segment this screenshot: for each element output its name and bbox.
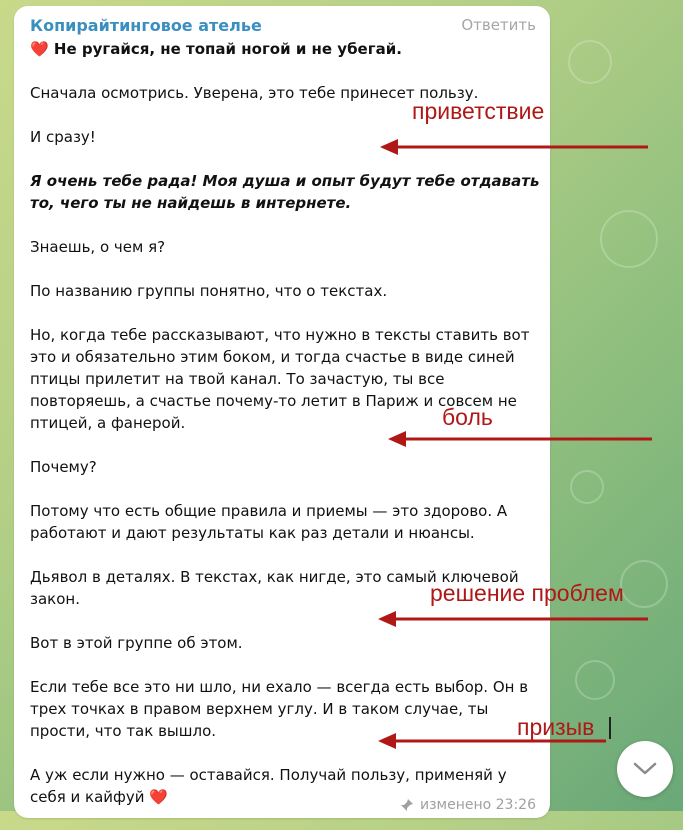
paragraph: Потому что есть общие правила и приемы — это здорово. А работают и дают результаты как раз детали и нюансы. <box>30 502 508 542</box>
paragraph: Знаешь, о чем я? <box>30 238 166 256</box>
annotation-greeting: приветствие <box>412 98 545 124</box>
first-line-text: Не ругайся, не топай ногой и не убегай. <box>53 40 402 58</box>
chevron-down-icon <box>632 761 658 777</box>
edited-timestamp: изменено 23:26 <box>420 797 536 813</box>
annotation-pain: боль <box>442 404 493 430</box>
arrow-pain <box>388 428 654 450</box>
message-first-line <box>30 38 540 60</box>
background-doodle <box>568 40 612 84</box>
paragraph: Сначала осмотрись. Уверена, это тебе принесет пользу. <box>30 84 479 102</box>
paragraph: Дьявол в деталях. В текстах, как нигде, это самый ключевой закон. <box>30 568 519 608</box>
arrow-greeting <box>380 136 650 158</box>
paragraph: Вот в этой группе об этом. <box>30 634 243 652</box>
annotation-call: призыв <box>517 714 595 740</box>
text-cursor <box>609 717 611 739</box>
paragraph: Но, когда тебе рассказывают, что нужно в тексты ставить вот это и обязательно этим боком, и тогда счастье в виде синей птицы прилетит на твой канал. То зачастую, ты все повторяешь, а счастье почему-то летит в Париж и совсем не птицей, а фанерой. <box>30 326 530 432</box>
last-paragraph-text: А уж если нужно — оставайся. Получай пользу, применяй у себя и кайфуй <box>30 766 507 806</box>
annotation-solution: решение проблем <box>430 580 624 606</box>
background-doodle <box>575 660 615 700</box>
paragraph: И сразу! <box>30 128 96 146</box>
channel-name[interactable]: Копирайтинговое ателье <box>30 16 262 35</box>
paragraph: Я очень тебе рада! Моя душа и опыт будут тебе отдавать то, чего ты не найдешь в интернете. <box>30 172 540 212</box>
message-meta <box>400 792 536 818</box>
scroll-down-button[interactable] <box>617 741 673 797</box>
reply-button[interactable]: Ответить <box>461 16 536 34</box>
background-doodle <box>570 470 604 504</box>
paragraph: Если тебе все это ни шло, ни ехало — всегда есть выбор. Он в трех точках в правом верхнем углу. И в таком случае, ты прости, что так вышло. <box>30 678 529 740</box>
paragraph: По названию группы понятно, что о текстах. <box>30 282 388 300</box>
background-doodle <box>620 560 668 608</box>
paragraph: Почему? <box>30 458 97 476</box>
pin-icon <box>400 798 414 812</box>
heart-emoji: ❤️ <box>30 40 49 58</box>
heart-emoji: ❤️ <box>149 788 168 806</box>
background-doodle <box>600 210 658 268</box>
arrow-solution <box>378 608 650 630</box>
arrow-call <box>378 730 608 752</box>
